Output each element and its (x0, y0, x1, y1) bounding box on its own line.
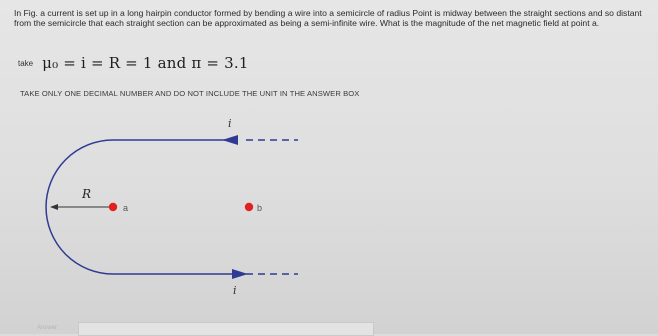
bottom-current-label: i (233, 284, 237, 297)
radius-label: R (82, 187, 92, 201)
top-current-arrow-icon (222, 135, 238, 145)
point-b-label: b (257, 203, 263, 213)
answer-label: Answer: (37, 325, 59, 331)
point-b-marker (245, 203, 253, 211)
radius-arrowhead-icon (50, 204, 58, 210)
top-current-label: i (228, 117, 232, 130)
point-a-label: a (123, 203, 129, 213)
given-formula: μ₀ = i = R = 1 and π = 3.1 (42, 54, 249, 72)
question-text: In Fig. a current is set up in a long hairpin conductor formed by bending a wire into a semicircle of radius Point is midway between the straight sections and so distant from the semicircle that each straight section can be approximated as being a semi-infinite wire. What is the magnitude of the net magnetic field at point a. (14, 8, 642, 28)
answer-instruction: TAKE ONLY ONE DECIMAL NUMBER AND DO NOT INCLUDE THE UNIT IN THE ANSWER BOX (20, 89, 360, 98)
point-a-marker (109, 203, 117, 211)
bottom-current-arrow-icon (232, 269, 248, 279)
take-label: take (18, 58, 34, 68)
